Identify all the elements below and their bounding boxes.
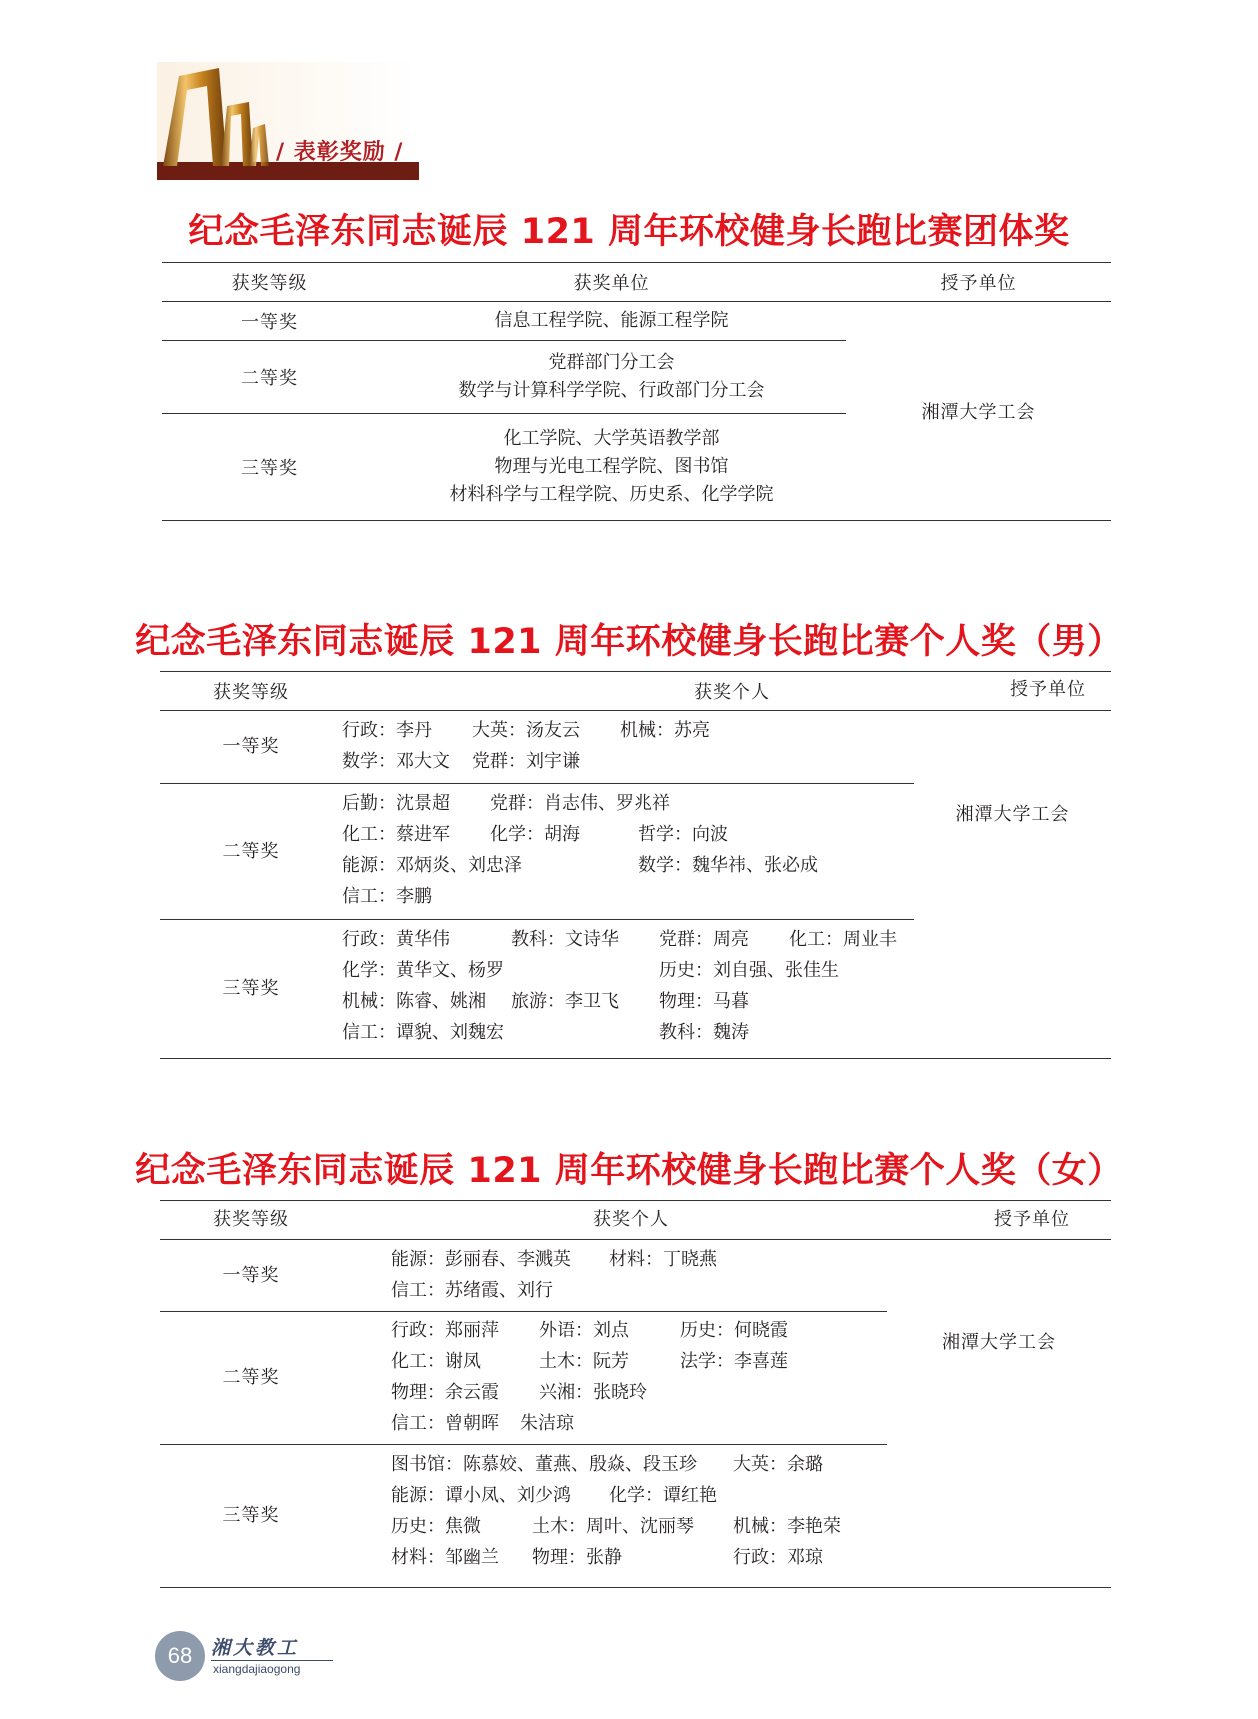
- column-header: 获奖等级: [213, 1209, 289, 1230]
- award-level: 二等奖: [162, 341, 377, 414]
- award-people: 图书馆：陈慕姣、董燕、殷焱、段玉珍 大英：余璐 能源：谭小凤、刘少鸿 化学：谭红艳 历史：焦微 土木：周叶、沈丽琴 机械：李艳荣 材料：邹幽兰 物理：张静 行政：邓琼: [391, 1454, 841, 1568]
- award-level: 二等奖: [222, 1367, 280, 1388]
- award-units: 党群部门分工会 数学与计算科学学院、行政部门分工会: [377, 341, 846, 414]
- column-header: 获奖个人: [593, 1209, 669, 1230]
- male-award-table: [160, 671, 1111, 711]
- table-row: [160, 784, 914, 920]
- column-header: 获奖个人: [342, 672, 1075, 711]
- award-units: 化工学院、大学英语教学部 物理与光电工程学院、图书馆 材料科学与工程学院、历史系、化学学院: [377, 414, 846, 521]
- table-header-row: [160, 672, 1111, 711]
- table-row: [160, 920, 1111, 1059]
- column-header: 获奖等级: [162, 263, 377, 302]
- column-header: 授予单位: [994, 1209, 1070, 1230]
- footer-pinyin: xiangdajiaogong: [213, 1662, 301, 1676]
- team-award-table: [162, 262, 1111, 521]
- grantor-unit: 湘潭大学工会: [942, 1332, 1056, 1353]
- table-header-row: [162, 263, 1111, 302]
- award-people: 后勤：沈景超 党群：肖志伟、罗兆祥 化工：蔡进军 化学：胡海 哲学：向波 能源：邓炳炎、刘忠泽 数学：魏华祎、张必成 信工：李鹏: [342, 793, 818, 907]
- table-row: [160, 710, 914, 784]
- page-number: 68: [167, 1643, 193, 1668]
- award-people: 行政：郑丽萍 外语：刘点 历史：何晓霞 化工：谢凤 土木：阮芳 法学：李喜莲 物理：余云霞 兴湘：张晓玲 信工：曾朝晖 朱洁琼: [391, 1320, 788, 1434]
- award-level: 三等奖: [222, 1505, 280, 1526]
- award-level: 三等奖: [222, 978, 280, 999]
- footer-divider: [211, 1660, 333, 1661]
- award-level: 一等奖: [222, 736, 280, 757]
- award-people: 行政：黄华伟 教科：文诗华 党群：周亮 化工：周业丰 化学：黄华文、杨罗 历史：刘自强、张佳生 机械：陈睿、姚湘 旅游：李卫飞 物理：马暮 信工：谭貌、刘魏宏 教科：魏涛: [342, 929, 897, 1043]
- award-level: 三等奖: [162, 414, 377, 521]
- column-header: 获奖等级: [160, 672, 342, 711]
- section-title-female-award: 纪念毛泽东同志诞辰 121 周年环校健身长跑比赛个人奖（女）: [135, 1151, 1123, 1191]
- section-title-male-award: 纪念毛泽东同志诞辰 121 周年环校健身长跑比赛个人奖（男）: [135, 622, 1123, 662]
- column-header: 授予单位: [1010, 679, 1086, 700]
- column-header: 获奖单位: [377, 263, 846, 302]
- section-category-label: / 表彰奖励 /: [276, 140, 404, 165]
- grantor-unit: 湘潭大学工会: [846, 302, 1111, 521]
- table-row: [160, 1312, 887, 1445]
- column-header: 授予单位: [846, 263, 1111, 302]
- award-people: 能源：彭丽春、李溅英 材料：丁晓燕 信工：苏绪霞、刘行: [391, 1249, 717, 1301]
- award-level: 一等奖: [162, 302, 377, 341]
- table-row: [162, 302, 1111, 341]
- award-people: 行政：李丹 大英：汤友云 机械：苏亮 数学：邓大文 党群：刘宇谦: [342, 720, 710, 772]
- award-level: 二等奖: [222, 841, 280, 862]
- table-row: [160, 1445, 1111, 1588]
- section-title-team-award: 纪念毛泽东同志诞辰 121 周年环校健身长跑比赛团体奖: [188, 212, 1070, 252]
- award-level: 一等奖: [222, 1265, 280, 1286]
- table-header-row: [160, 1200, 1111, 1240]
- table-row: [160, 1241, 887, 1312]
- award-units: 信息工程学院、能源工程学院: [377, 302, 846, 341]
- footer-brand: 湘大教工: [211, 1637, 300, 1659]
- grantor-unit: 湘潭大学工会: [955, 804, 1070, 825]
